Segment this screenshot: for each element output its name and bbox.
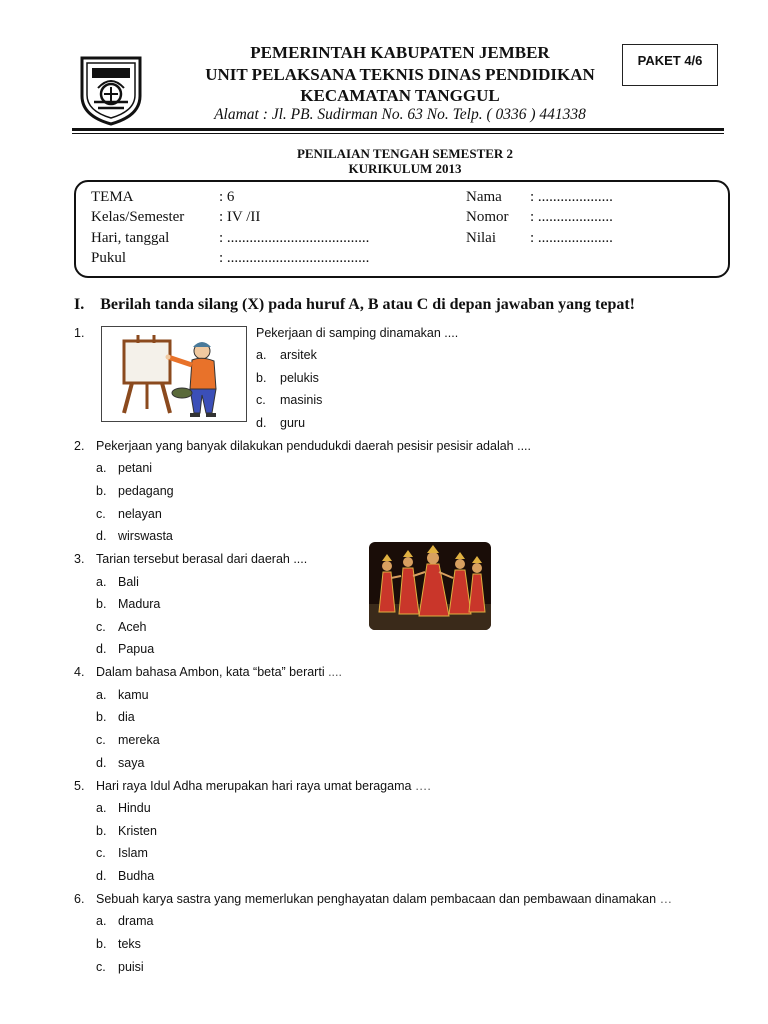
tema-value: : 6 xyxy=(219,189,235,205)
question-5-text xyxy=(96,779,431,793)
q5-option-c-letter[interactable]: c. xyxy=(96,846,106,860)
q2-option-d-text: wirswasta xyxy=(118,529,173,543)
question-2-number: 2. xyxy=(74,439,85,453)
question-6-number: 6. xyxy=(74,892,85,906)
q2-option-c-letter[interactable]: c. xyxy=(96,507,106,521)
question-3-number: 3. xyxy=(74,552,85,566)
question-6-ellipsis: … xyxy=(656,892,673,906)
question-5-number: 5. xyxy=(74,779,85,793)
q3-option-c-letter[interactable]: c. xyxy=(96,620,106,634)
q5-option-b-text: Kristen xyxy=(118,824,157,838)
q5-option-d-text: Budha xyxy=(118,869,155,883)
q3-option-a-text: Bali xyxy=(118,575,139,589)
q6-option-a-letter[interactable]: a. xyxy=(96,914,107,928)
q4-option-c-text: mereka xyxy=(118,733,160,747)
time-label: Pukul xyxy=(91,250,127,266)
question-5-ellipsis: …. xyxy=(411,779,431,793)
header-government: PEMERINTAH KABUPATEN JEMBER xyxy=(250,43,550,62)
q1-option-c-letter[interactable]: c. xyxy=(256,393,266,407)
question-4-ellipsis: .... xyxy=(324,665,342,679)
q4-option-a-letter[interactable]: a. xyxy=(96,688,107,702)
q4-option-d-text: saya xyxy=(118,756,145,770)
q4-option-a-text: kamu xyxy=(118,688,149,702)
date-field[interactable]: : ...................................... xyxy=(219,230,370,246)
q5-option-a-letter[interactable]: a. xyxy=(96,801,107,815)
q3-option-b-letter[interactable]: b. xyxy=(96,597,107,611)
header-address: Alamat : Jl. PB. Sudirman No. 63 No. Telp. ( 0336 ) 441338 xyxy=(214,106,586,123)
q3-option-d-text: Papua xyxy=(118,642,155,656)
date-label: Hari, tanggal xyxy=(91,230,170,246)
q2-option-a-text: petani xyxy=(118,461,153,475)
question-5-main: Hari raya Idul Adha merupakan hari raya umat beragama xyxy=(96,779,412,793)
number-label: Nomor xyxy=(466,209,509,225)
q3-option-d-letter[interactable]: d. xyxy=(96,642,107,656)
exam-title: PENILAIAN TENGAH SEMESTER 2 xyxy=(296,146,514,161)
q1-option-c-text: masinis xyxy=(280,393,323,407)
q5-option-b-letter[interactable]: b. xyxy=(96,824,107,838)
q4-option-d-letter[interactable]: d. xyxy=(96,756,107,770)
identity-box xyxy=(74,180,730,278)
jember-regency-emblem xyxy=(76,52,146,126)
letterhead-rule-thin xyxy=(72,133,724,134)
header-district: KECAMATAN TANGGUL xyxy=(300,86,500,105)
name-field[interactable]: : .................... xyxy=(530,189,613,205)
q2-option-c-text: nelayan xyxy=(118,507,162,521)
traditional-dance-photo xyxy=(369,542,491,630)
question-2-text: Pekerjaan yang banyak dilakukan pendudukdi daerah pesisir pesisir adalah .... xyxy=(96,439,532,453)
question-4-number: 4. xyxy=(74,665,85,679)
class-semester-label: Kelas/Semester xyxy=(91,209,185,225)
q3-option-c-text: Aceh xyxy=(118,620,147,634)
score-label: Nilai xyxy=(466,230,496,246)
package-badge: PAKET 4/6 xyxy=(622,44,718,86)
question-4-main: Dalam bahasa Ambon, kata “beta” berarti xyxy=(96,665,325,679)
q3-option-a-letter[interactable]: a. xyxy=(96,575,107,589)
q6-option-c-letter[interactable]: c. xyxy=(96,960,106,974)
q6-option-b-letter[interactable]: b. xyxy=(96,937,107,951)
question-6-main: Sebuah karya sastra yang memerlukan penghayatan dalam pembacaan dan pembawaan dinamakan xyxy=(96,892,657,906)
q2-option-b-letter[interactable]: b. xyxy=(96,484,107,498)
q6-option-b-text: teks xyxy=(118,937,141,951)
q2-option-b-text: pedagang xyxy=(118,484,174,498)
q1-option-b-text: pelukis xyxy=(280,371,319,385)
q1-option-b-letter[interactable]: b. xyxy=(256,371,267,385)
q4-option-b-letter[interactable]: b. xyxy=(96,710,107,724)
section-text: Berilah tanda silang (X) pada huruf A, B atau C di depan jawaban yang tepat! xyxy=(100,296,635,313)
q1-option-a-text: arsitek xyxy=(280,348,317,362)
class-semester-value: : IV /II xyxy=(219,209,261,225)
question-1-text: Pekerjaan di samping dinamakan .... xyxy=(256,326,459,340)
q2-option-d-letter[interactable]: d. xyxy=(96,529,107,543)
q2-option-a-letter[interactable]: a. xyxy=(96,461,107,475)
q5-option-d-letter[interactable]: d. xyxy=(96,869,107,883)
q6-option-a-text: drama xyxy=(118,914,154,928)
question-1-number: 1. xyxy=(74,326,85,340)
q1-option-d-letter[interactable]: d. xyxy=(256,416,267,430)
q5-option-a-text: Hindu xyxy=(118,801,151,815)
q5-option-c-text: Islam xyxy=(118,846,148,860)
letterhead-rule-thick xyxy=(72,128,724,131)
q1-option-d-text: guru xyxy=(280,416,306,430)
question-6-text xyxy=(96,892,672,906)
question-3-text: Tarian tersebut berasal dari daerah .... xyxy=(96,552,308,566)
section-instruction xyxy=(74,296,635,314)
header-unit: UNIT PELAKSANA TEKNIS DINAS PENDIDIKAN xyxy=(205,65,595,84)
tema-label: TEMA xyxy=(91,189,134,205)
score-field[interactable]: : .................... xyxy=(530,230,613,246)
name-label: Nama xyxy=(466,189,502,205)
number-field[interactable]: : .................... xyxy=(530,209,613,225)
curriculum-title: KURIKULUM 2013 xyxy=(348,161,462,176)
q3-option-b-text: Madura xyxy=(118,597,161,611)
q1-option-a-letter[interactable]: a. xyxy=(256,348,267,362)
painter-illustration xyxy=(101,326,247,422)
section-number: I. xyxy=(74,296,85,313)
question-4-text xyxy=(96,665,342,679)
q6-option-c-text: puisi xyxy=(118,960,144,974)
q4-option-c-letter[interactable]: c. xyxy=(96,733,106,747)
q4-option-b-text: dia xyxy=(118,710,135,724)
time-field[interactable]: : ...................................... xyxy=(219,250,370,266)
